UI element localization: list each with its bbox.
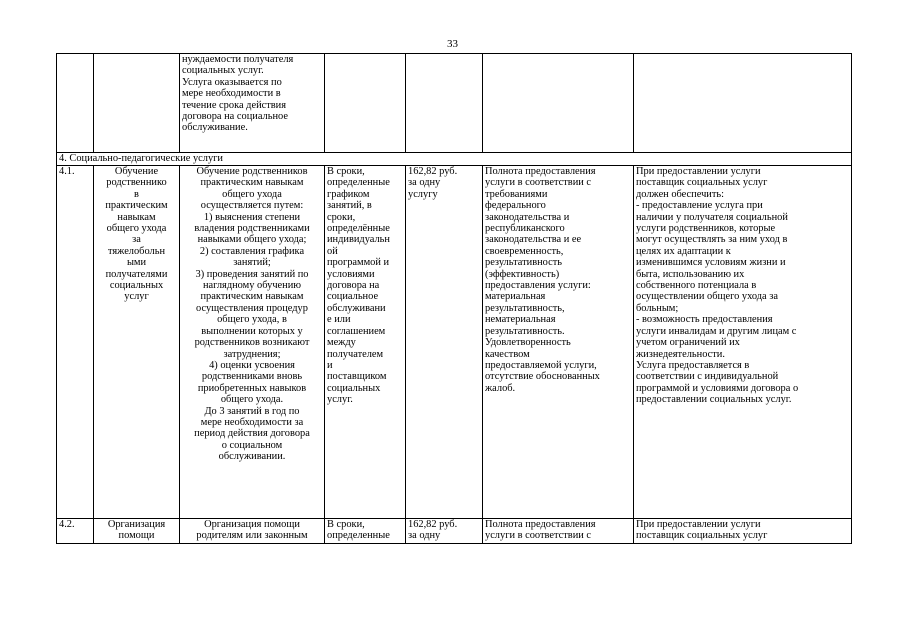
cell-price: 162,82 руб. за одну (406, 519, 483, 544)
cell-service-name: Организация помощи (94, 519, 180, 544)
cell-description-continued: нуждаемости получателя социальных услуг. Услуга оказывается по мере необходимости в течение срока действия договора на социальное обслуживание. (180, 54, 325, 153)
cell-number: 4.1. (57, 166, 94, 519)
table-row-4-2 (57, 519, 852, 544)
page-number: 33 (447, 38, 458, 50)
section-header-row (57, 153, 852, 166)
cell-empty (57, 54, 94, 153)
cell-quality-criteria: Полнота предоставления услуги в соответствии с (483, 519, 634, 544)
cell-terms: В сроки, определенные (325, 519, 406, 544)
cell-empty (94, 54, 180, 153)
cell-empty (483, 54, 634, 153)
services-table (56, 53, 852, 544)
cell-conditions: При предоставлении услуги поставщик социальных услуг должен обеспечить: - предоставление услуга при наличии у получателя социальной услуги родственников, которые могут осуществлять за ним уход в целях их адаптации к изменившимся условиям жизни и быта, использованию их собственного потенциала в осуществлении общего ухода за больным; - возможность предоставления услуги инвалидам и другим лицам с учетом ограничений их жизнедеятельности. Услуга предоставляется в соответствии с индивидуальной программой и условиями договора о предоставлении социальных услуг. (634, 166, 852, 519)
cell-empty (634, 54, 852, 153)
cell-empty (325, 54, 406, 153)
cell-conditions: При предоставлении услуги поставщик социальных услуг (634, 519, 852, 544)
cell-description: Обучение родственников практическим навыкам общего ухода осуществляется путем: 1) выяснения степени владения родственниками навыками общего ухода; 2) составления графика занятий; 3) проведения занятий по наглядному обучению практическим навыкам осуществления процедур общего ухода, в выполнении которых у родственников возникают затруднения; 4) оценки усвоения родственниками вновь приобретенных навыков общего ухода. До 3 занятий в год по мере необходимости за период действия договора о социальном обслуживании. (180, 166, 325, 519)
section-title: 4. Социально-педагогические услуги (57, 153, 852, 166)
cell-quality-criteria: Полнота предоставления услуги в соответствии с требованиями федерального законодательства и республиканского законодательства и ее своевременность, результативность (эффективность) предоставления услуги: материальная результативность, нематериальная результативность. Удовлетворенность качеством предоставляемой услуги, отсутствие обоснованных жалоб. (483, 166, 634, 519)
cell-service-name: Обучение родственнико в практическим навыкам общего ухода за тяжелобольн ыми получателями социальных услуг (94, 166, 180, 519)
cell-terms: В сроки, определенные графиком занятий, в сроки, определённые индивидуальн ой программой и условиями договора на социальное обслуживани е или соглашением между получателем и поставщиком социальных услуг. (325, 166, 406, 519)
cell-number: 4.2. (57, 519, 94, 544)
cell-price: 162,82 руб. за одну услугу (406, 166, 483, 519)
table-row-4-1 (57, 166, 852, 519)
table-row-continuation (57, 54, 852, 153)
cell-empty (406, 54, 483, 153)
cell-description: Организация помощи родителям или законным (180, 519, 325, 544)
